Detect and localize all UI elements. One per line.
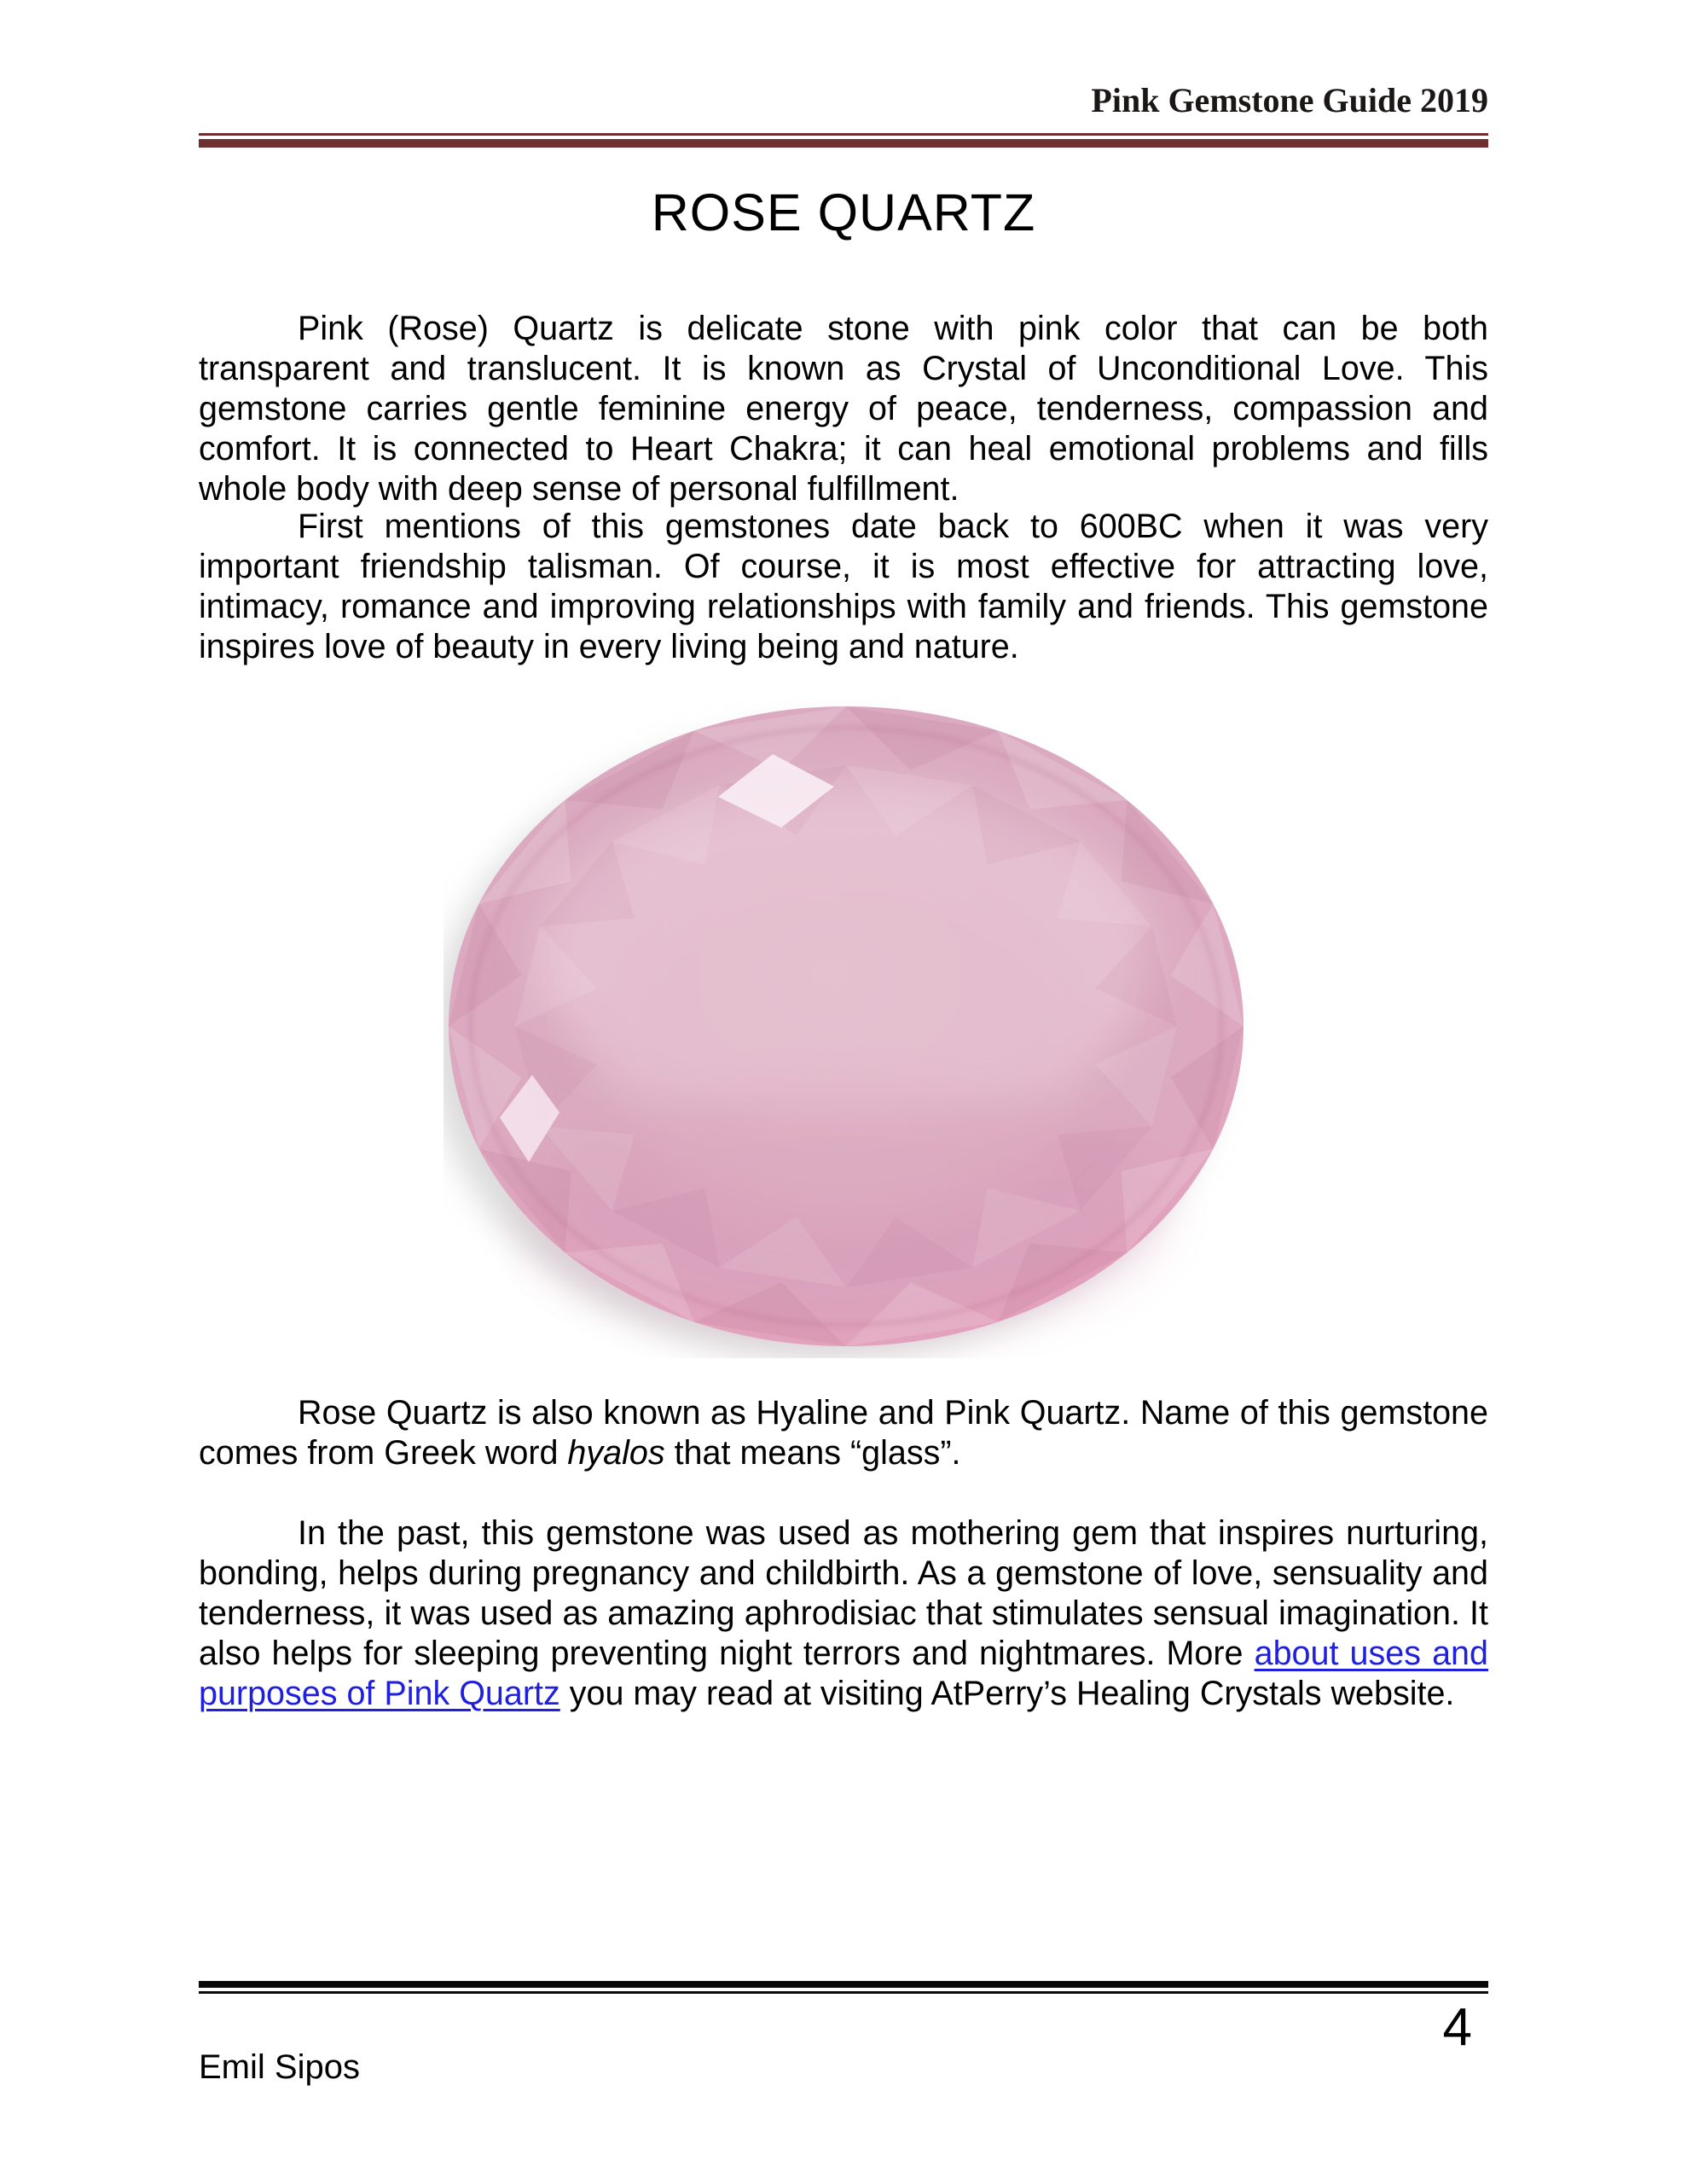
page-title: ROSE QUARTZ [651, 183, 1036, 241]
paragraph-history: First mentions of this gemstones date back to 600BC when it was very important friendship talisman. Of course, it is most effective for attracting love, intimacy, romance and improving relationships with family and friends. This gemstone inspires love of beauty in every living being and nature. [199, 508, 1488, 665]
rose-quartz-gem-svg [443, 701, 1249, 1358]
footer-author: Emil Sipos [199, 2048, 360, 2086]
header-title: Pink Gemstone Guide 2019 [1091, 81, 1488, 119]
header-divider-thick-line [199, 139, 1488, 148]
paragraph-intro: Pink (Rose) Quartz is delicate stone with pink color that can be both transparent and translucent. It is known as Crystal of Unconditional Love. This gemstone carries gentle feminine energy of peace, tenderness, compassion and comfort. It is connected to Heart Chakra; it can heal emotional problems and fills whole body with deep sense of personal fulfillment. [199, 310, 1488, 508]
paragraph-uses-text-end: you may read at visiting AtPerry’s Healing Crystals website. [559, 1675, 1455, 1712]
footer-divider-thick-line [199, 1981, 1488, 1988]
rose-quartz-gem-image [443, 701, 1249, 1358]
paragraph-names-text: Rose Quartz is also known as Hyaline and Pink Quartz. Name of this gemstone comes from Greek word [199, 1394, 1488, 1472]
paragraph-names-italic-word: hyalos [567, 1434, 665, 1472]
paragraph-names [199, 1393, 1488, 1473]
footer-divider [199, 1981, 1488, 1994]
page-number: 4 [1442, 1998, 1472, 2057]
paragraph-uses-text: In the past, this gemstone was used as mothering gem that inspires nurturing, bonding, helps during pregnancy and childbirth. As a gemstone of love, sensuality and tenderness, it was used as amazing aphrodisiac that stimulates sensual imagination. It also helps for sleeping preventing night terrors and nightmares. More [199, 1514, 1488, 1672]
paragraph-uses [199, 1513, 1488, 1714]
paragraph-names-text-end: that means “glass”. [664, 1434, 961, 1472]
pink-quartz-uses-link[interactable]: about uses and purposes of Pink Quartz [199, 1635, 1488, 1712]
header-divider [199, 133, 1488, 148]
footer-divider-thin-line [199, 1991, 1488, 1994]
